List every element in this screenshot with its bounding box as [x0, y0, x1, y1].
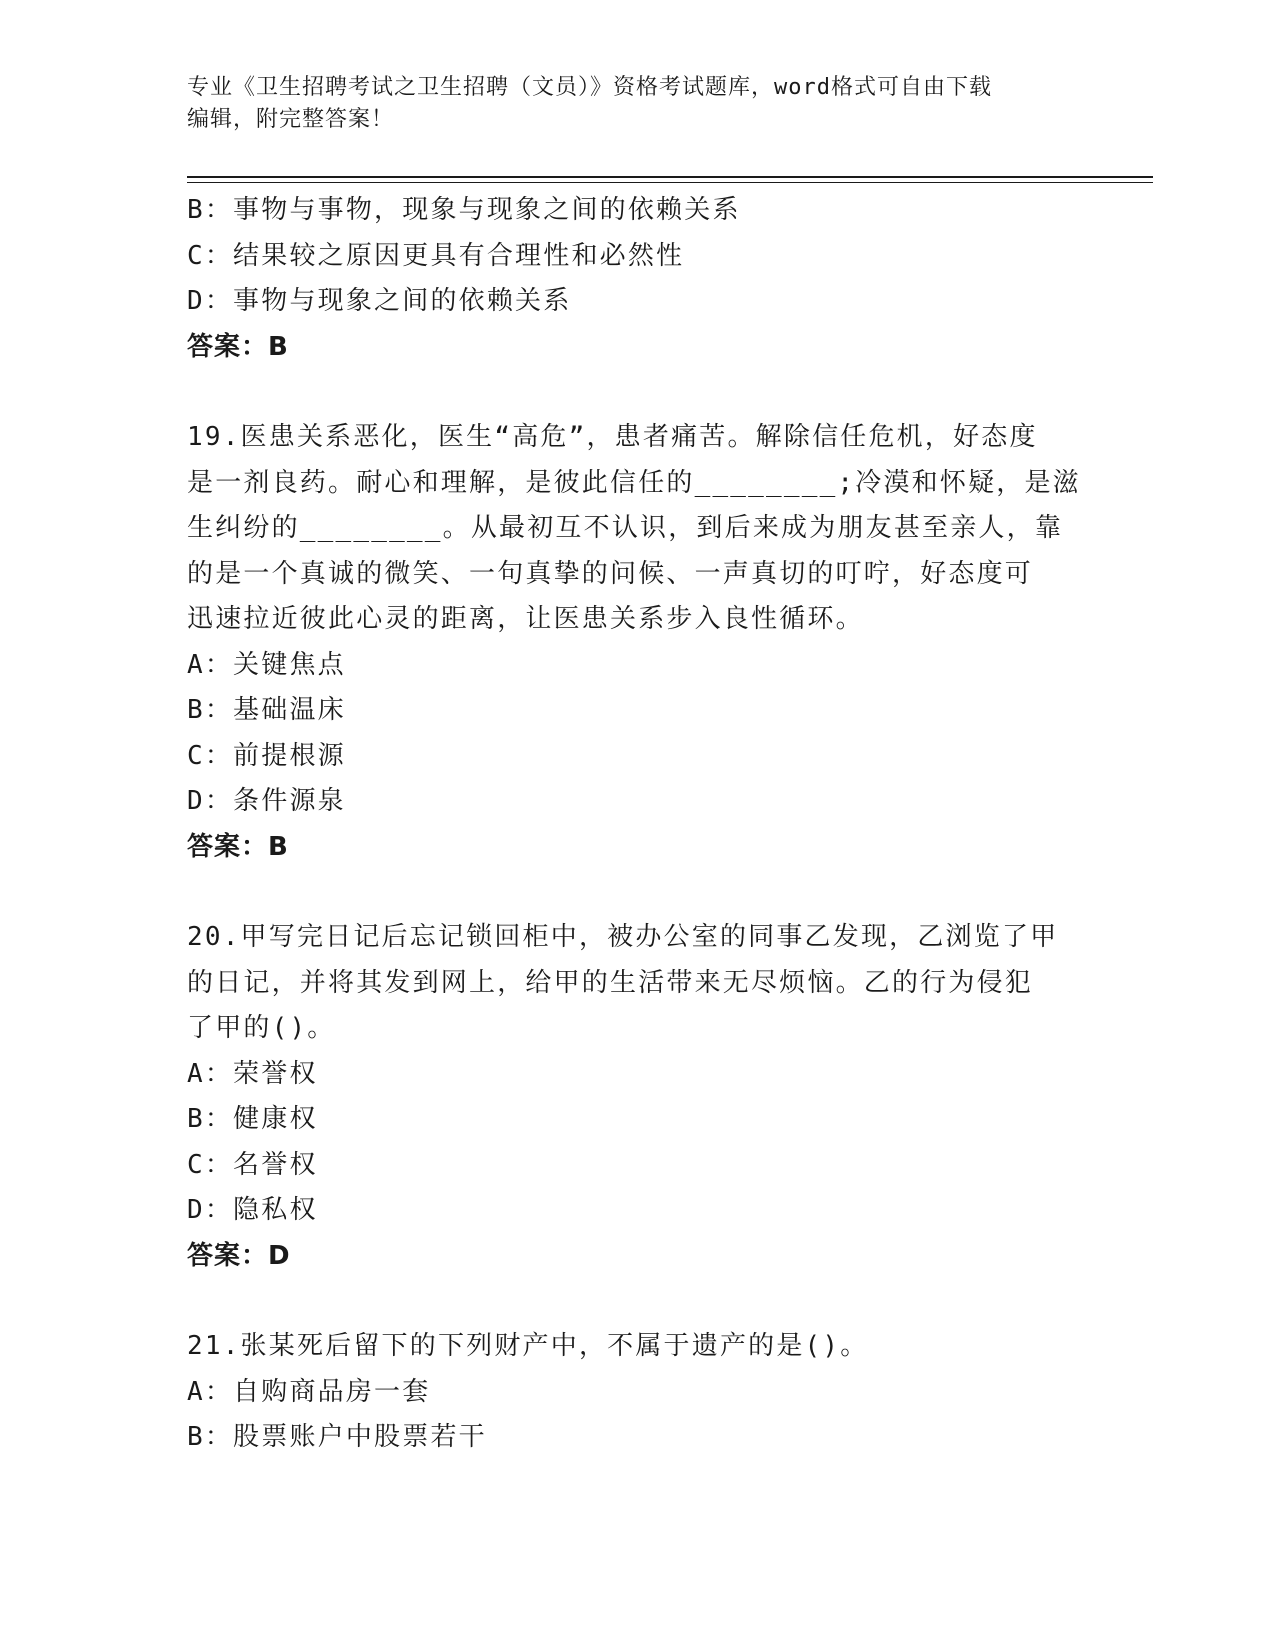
- question-stem-line: 的是一个真诚的微笑、一句真挚的问候、一声真切的叮咛，好态度可: [187, 558, 1034, 589]
- answer-label: 答案：D: [187, 1240, 291, 1271]
- header-line-2: 编辑，附完整答案！: [187, 107, 395, 132]
- option-c: C：结果较之原因更具有合理性和必然性: [187, 240, 685, 271]
- option-d: D：条件源泉: [187, 786, 346, 816]
- option-b: B：股票账户中股票若干: [187, 1422, 487, 1452]
- header-line-1: 专业《卫生招聘考试之卫生招聘（文员）》资格考试题库，word格式可自由下载: [187, 75, 992, 100]
- option-b: B：事物与事物，现象与现象之间的依赖关系: [187, 195, 741, 225]
- document-header: [187, 72, 1087, 136]
- answer-label: 答案：B: [187, 331, 289, 362]
- option-a: A：荣誉权: [187, 1058, 318, 1089]
- answer-label: 答案：B: [187, 831, 289, 862]
- question-stem-line: 20.甲写完日记后忘记锁回柜中，被办公室的同事乙发现，乙浏览了甲: [187, 922, 1059, 952]
- question-content: [187, 188, 1087, 1461]
- question-20: [187, 915, 1087, 1279]
- option-b: B：健康权: [187, 1104, 318, 1134]
- question-stem-line: 的日记，并将其发到网上，给甲的生活带来无尽烦恼。乙的行为侵犯: [187, 967, 1034, 998]
- option-a: A：自购商品房一套: [187, 1376, 431, 1407]
- question-stem-line: 了甲的()。: [187, 1013, 336, 1043]
- header-divider-thick: [187, 176, 1153, 178]
- option-a: A：关键焦点: [187, 649, 346, 680]
- header-divider-thin: [187, 182, 1153, 183]
- question-stem-line: 21.张某死后留下的下列财产中，不属于遗产的是()。: [187, 1331, 869, 1361]
- question-18: [187, 188, 1087, 370]
- question-stem-line: 迅速拉近彼此心灵的距离，让医患关系步入良性循环。: [187, 604, 864, 634]
- question-stem-line: 是一剂良药。耐心和理解，是彼此信任的________;冷漠和怀疑，是滋: [187, 467, 1081, 498]
- option-d: D：隐私权: [187, 1195, 318, 1225]
- question-stem-line: 生纠纷的________。从最初互不认识，到后来成为朋友甚至亲人，靠: [187, 513, 1064, 543]
- option-b: B：基础温床: [187, 695, 346, 725]
- option-c: C：前提根源: [187, 740, 346, 771]
- question-stem-line: 19.医患关系恶化，医生“高危”，患者痛苦。解除信任危机，好态度: [187, 422, 1038, 452]
- option-c: C：名誉权: [187, 1149, 318, 1180]
- question-21: [187, 1324, 1087, 1461]
- option-d: D：事物与现象之间的依赖关系: [187, 286, 572, 316]
- question-19: [187, 415, 1087, 870]
